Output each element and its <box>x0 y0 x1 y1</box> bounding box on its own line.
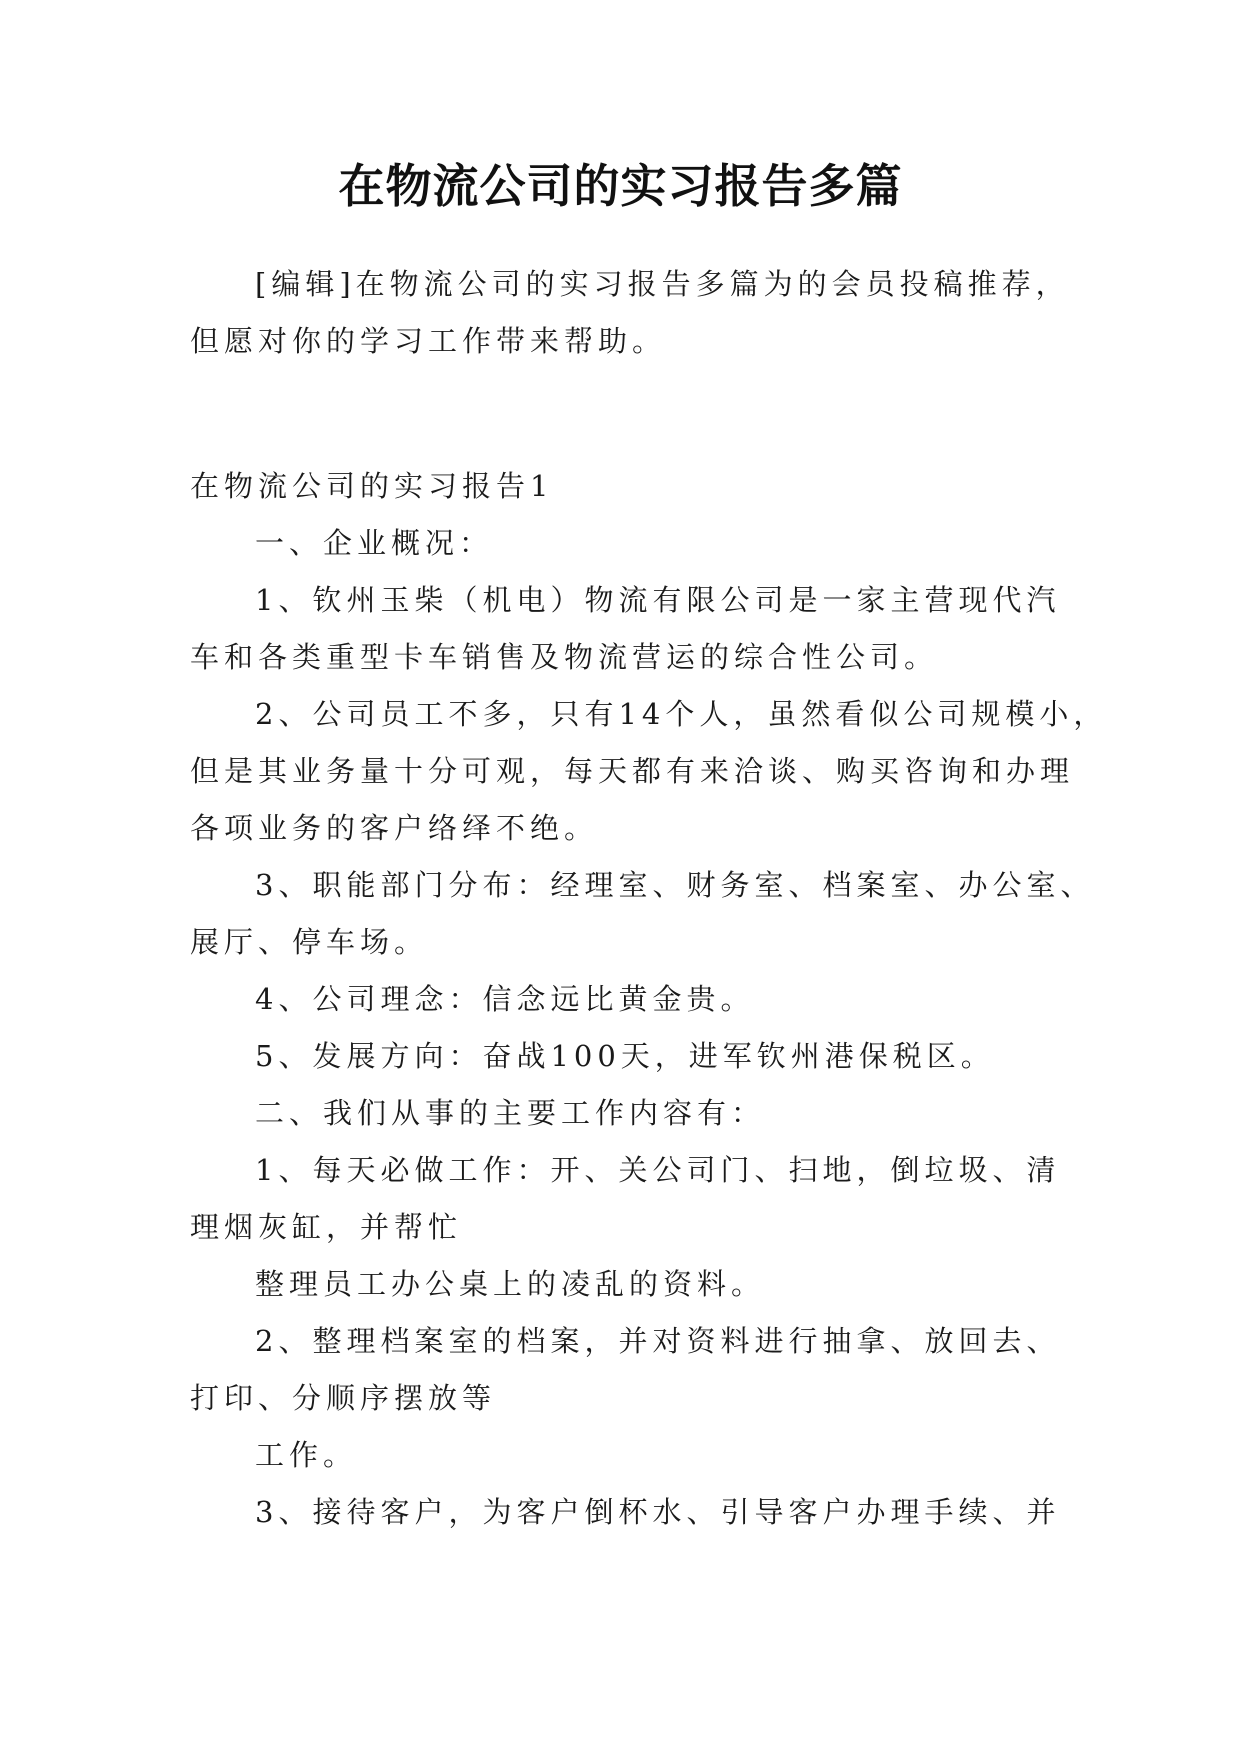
body-line: 2、公司员工不多，只有14个人，虽然看似公司规模小， <box>255 697 1108 731</box>
body-line: 3、接待客户，为客户倒杯水、引导客户办理手续、并 <box>255 1495 1061 1529</box>
body-line: 各项业务的客户络绎不绝。 <box>190 811 599 845</box>
body-line: 4、公司理念：信念远比黄金贵。 <box>255 982 755 1016</box>
intro-line-1: [编辑]在物流公司的实习报告多篇为的会员投稿推荐， <box>255 267 1070 301</box>
body-line: 一、企业概况： <box>255 526 494 560</box>
document-title: 在物流公司的实习报告多篇 <box>338 159 903 213</box>
body-line: 但是其业务量十分可观，每天都有来洽谈、购买咨询和办理 <box>190 754 1075 788</box>
body-line: 二、我们从事的主要工作内容有： <box>255 1096 766 1130</box>
body-line: 打印、分顺序摆放等 <box>190 1381 497 1415</box>
body-line: 工作。 <box>255 1438 358 1472</box>
intro-line-2: 但愿对你的学习工作带来帮助。 <box>190 324 667 358</box>
body-line: 3、职能部门分布：经理室、财务室、档案室、办公室、 <box>255 868 1095 902</box>
body-line: 2、整理档案室的档案，并对资料进行抽拿、放回去、 <box>255 1324 1061 1358</box>
body-line: 展厅、停车场。 <box>190 925 429 959</box>
body-line: 整理员工办公桌上的凌乱的资料。 <box>255 1267 766 1301</box>
body-line: 车和各类重型卡车销售及物流营运的综合性公司。 <box>190 640 939 674</box>
body-line: 理烟灰缸，并帮忙 <box>190 1210 463 1244</box>
body-line: 5、发展方向：奋战100天，进军钦州港保税区。 <box>255 1039 995 1073</box>
body-line: 1、钦州玉柴（机电）物流有限公司是一家主营现代汽 <box>255 583 1061 617</box>
body-line: 1、每天必做工作：开、关公司门、扫地，倒垃圾、清 <box>255 1153 1061 1187</box>
section-heading: 在物流公司的实习报告1 <box>190 469 554 503</box>
